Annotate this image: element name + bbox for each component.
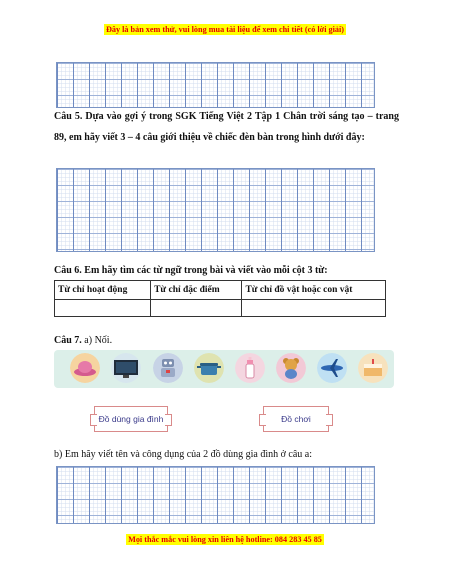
picture-strip: [54, 350, 394, 388]
preview-banner: Đây là bản xem thử, vui lòng mua tài liệu để xem chi tiết (có lời giải): [105, 25, 344, 34]
baby-bottle-icon[interactable]: [235, 353, 265, 383]
cell-object-animal[interactable]: [242, 300, 386, 317]
robot-icon[interactable]: [153, 353, 183, 383]
hat-icon[interactable]: [70, 353, 100, 383]
header-activity: Từ chỉ hoạt động: [55, 281, 151, 300]
cake-icon[interactable]: [358, 353, 388, 383]
question-5: Câu 5. Dựa vào gợi ý trong SGK Tiếng Việt 2 Tập 1 Chân trời sáng tạo – trang 89, em hãy viết 3 – 4 câu giới thiệu về chiếc đèn bàn trong hình dưới đây:: [54, 111, 399, 143]
header-characteristic: Từ chỉ đặc điểm: [151, 281, 242, 300]
category-toys-tag[interactable]: Đồ chơi: [263, 406, 329, 432]
table-row: [55, 300, 386, 317]
hotline-banner: Mọi thắc mắc vui lòng xin liên hệ hotline: 084 283 45 85: [128, 535, 322, 544]
cell-characteristic[interactable]: [151, 300, 242, 317]
word-table: [54, 280, 386, 317]
question-6: Câu 6. Em hãy tìm các từ ngữ trong bài và viết vào mỗi cột 3 từ:: [54, 265, 328, 276]
header-object-animal: Từ chỉ đồ vật hoặc con vật: [242, 281, 386, 300]
question-7b: b) Em hãy viết tên và công dụng của 2 đồ dùng gia đình ở câu a:: [54, 449, 312, 460]
writing-grid-2[interactable]: [56, 168, 375, 252]
pot-icon[interactable]: [194, 353, 224, 383]
writing-grid-3[interactable]: [56, 466, 375, 524]
category-household-tag[interactable]: Đồ dùng gia đình: [94, 406, 168, 432]
teddy-bear-icon[interactable]: [276, 353, 306, 383]
table-header-row: [55, 281, 386, 300]
question-7: Câu 7. a) Nối.: [54, 335, 113, 346]
writing-grid-1[interactable]: [56, 62, 375, 108]
television-icon[interactable]: [111, 353, 141, 383]
cell-activity[interactable]: [55, 300, 151, 317]
airplane-icon[interactable]: [317, 353, 347, 383]
